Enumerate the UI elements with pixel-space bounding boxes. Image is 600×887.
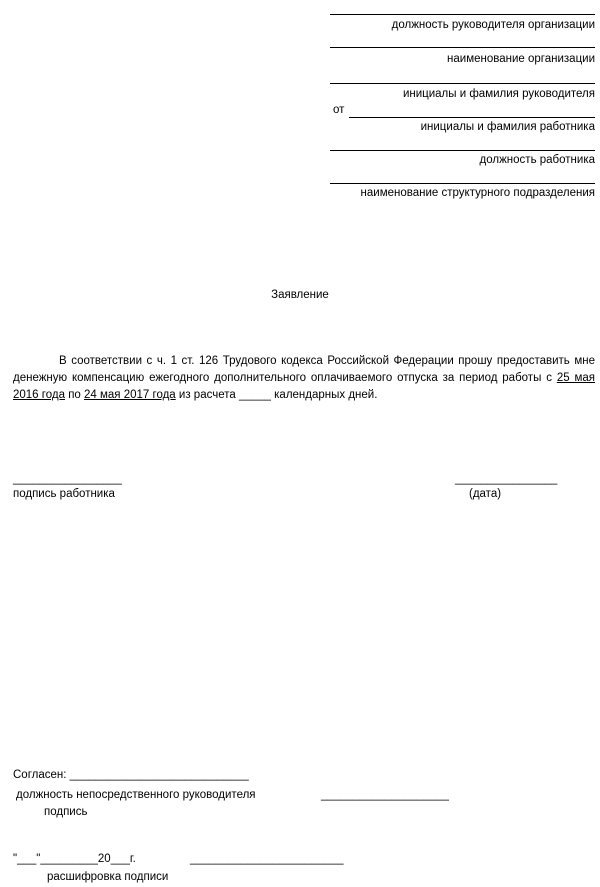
name-decode-label: расшифровка подписи: [47, 871, 169, 883]
employee-signature-line: _________________: [13, 473, 122, 485]
date-label: (дата): [469, 488, 502, 500]
employee-position-label: должность работника: [479, 154, 595, 166]
from-label: от: [333, 104, 345, 116]
manager-name-label: инициалы и фамилия руководителя: [402, 88, 595, 100]
date-from: 25 мая 2016 года: [13, 372, 595, 401]
document-title: Заявление: [271, 289, 329, 301]
organization-name-line: [330, 33, 595, 48]
agreed-row: [13, 769, 249, 781]
manager-position-line: [330, 0, 595, 15]
body-text-2: по: [68, 389, 81, 401]
date-to: 24 мая 2017 года: [84, 389, 176, 401]
manager-name-line: [330, 69, 595, 84]
employee-name-label: инициалы и фамилия работника: [420, 121, 595, 133]
body-text-1: В соответствии с ч. 1 ст. 126 Трудового кодекса Российской Федерации прошу предоставить мне денежную компенсацию ежегодного дополнительного оплачиваемого отпуска за период работы с: [13, 355, 595, 384]
employee-name-line: [349, 103, 595, 118]
employee-position-line: [330, 136, 595, 151]
organization-name-label: наименование организации: [447, 53, 595, 65]
application-text: [13, 353, 595, 404]
supervisor-sign-label: подпись: [44, 806, 88, 818]
approval-date-blank: "___"_________20___г.: [13, 853, 136, 865]
days-blank: _____: [238, 389, 271, 401]
date-line: ________________: [455, 473, 558, 485]
agreed-line: ____________________________: [69, 769, 249, 781]
supervisor-position-label: должность непосредственного руководителя: [16, 789, 256, 801]
name-decode-line: ________________________: [190, 853, 344, 865]
supervisor-sign-line: ____________________: [321, 789, 449, 801]
body-text-4: календарных дней.: [274, 389, 378, 401]
employee-signature-label: подпись работника: [13, 488, 115, 500]
manager-position-label: должность руководителя организации: [391, 19, 595, 31]
department-line: [330, 169, 595, 184]
department-label: наименование структурного подразделения: [360, 187, 595, 199]
body-text-3: из расчета: [178, 389, 236, 401]
agreed-label: Согласен:: [13, 769, 67, 781]
